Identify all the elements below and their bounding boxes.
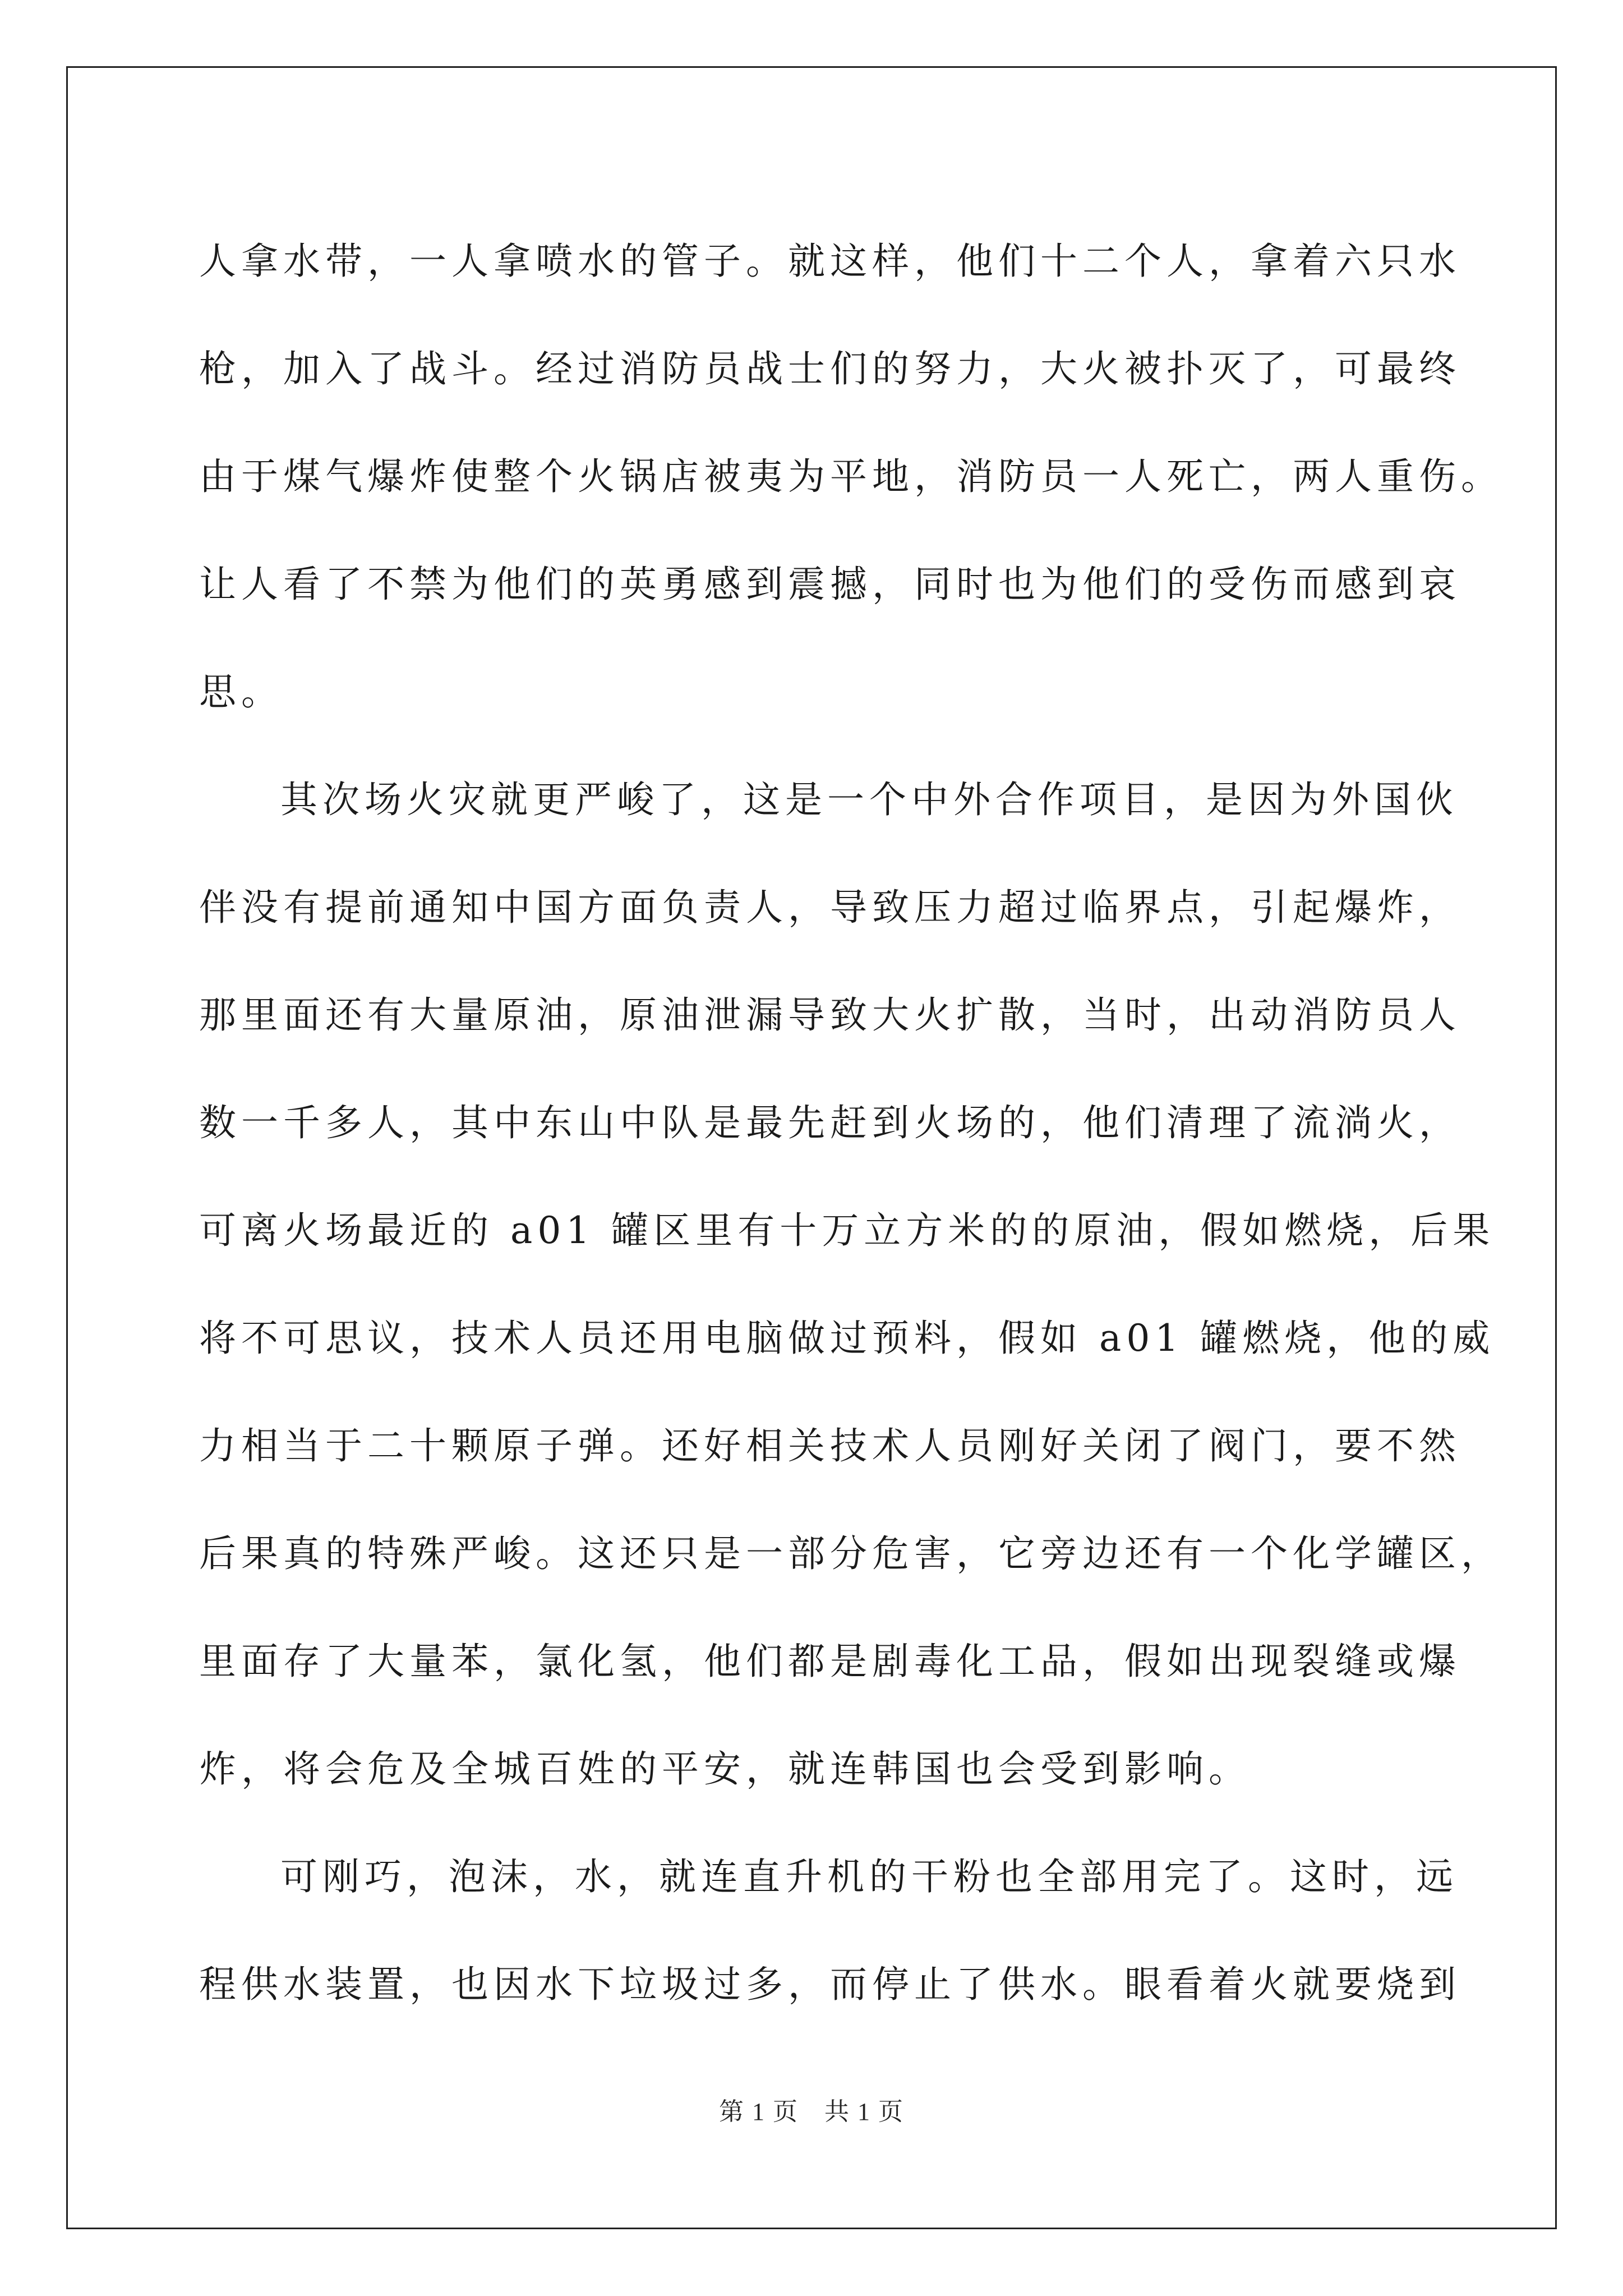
text-line: 人拿水带，一人拿喷水的管子。就这样，他们十二个人，拿着六只水: [199, 240, 1461, 283]
text-line: 可刚巧，泡沫，水，就连直升机的干粉也全部用完了。这时，远: [280, 1855, 1458, 1898]
text-line: 枪，加入了战斗。经过消防员战士们的努力，大火被扑灭了，可最终: [199, 347, 1461, 390]
text-line: 力相当于二十颗原子弹。还好相关技术人员刚好关闭了阀门，要不然: [199, 1424, 1461, 1467]
text-line: 让人看了不禁为他们的英勇感到震撼，同时也为他们的受伤而感到哀: [199, 563, 1461, 606]
text-line: 思。: [199, 670, 283, 714]
text-line: 伴没有提前通知中国方面负责人，导致压力超过临界点，引起爆炸，: [199, 886, 1461, 929]
document-body: [199, 208, 1503, 2039]
text-line: 由于煤气爆炸使整个火锅店被夷为平地，消防员一人死亡，两人重伤。: [199, 455, 1503, 498]
text-line: 数一千多人，其中东山中队是最先赶到火场的，他们清理了流淌火，: [199, 1101, 1461, 1144]
paragraph: [199, 746, 1503, 1823]
text-line: 那里面还有大量原油，原油泄漏导致大火扩散，当时，出动消防员人: [199, 993, 1461, 1037]
text-line: 其次场火灾就更严峻了，这是一个中外合作项目，是因为外国伙: [280, 778, 1458, 821]
text-line: 将不可思议，技术人员还用电脑做过预料，假如 a01 罐燃烧，他的威: [199, 1317, 1495, 1360]
text-line: 可离火场最近的 a01 罐区里有十万立方米的的原油，假如燃烧，后果: [199, 1209, 1495, 1252]
text-line: 程供水装置，也因水下垃圾过多，而停止了供水。眼看着火就要烧到: [199, 1963, 1461, 2006]
paragraph: [199, 1823, 1467, 2039]
text-line: 里面存了大量苯，氯化氢，他们都是剧毒化工品，假如出现裂缝或爆: [199, 1640, 1461, 1683]
text-line: 后果真的特殊严峻。这还只是一部分危害，它旁边还有一个化学罐区，: [199, 1532, 1503, 1575]
paragraph: [199, 208, 1503, 746]
page-number-footer: 第 1 页 共 1 页: [719, 2098, 904, 2125]
text-line: 炸，将会危及全城百姓的平安，就连韩国也会受到影响。: [199, 1747, 1251, 1791]
